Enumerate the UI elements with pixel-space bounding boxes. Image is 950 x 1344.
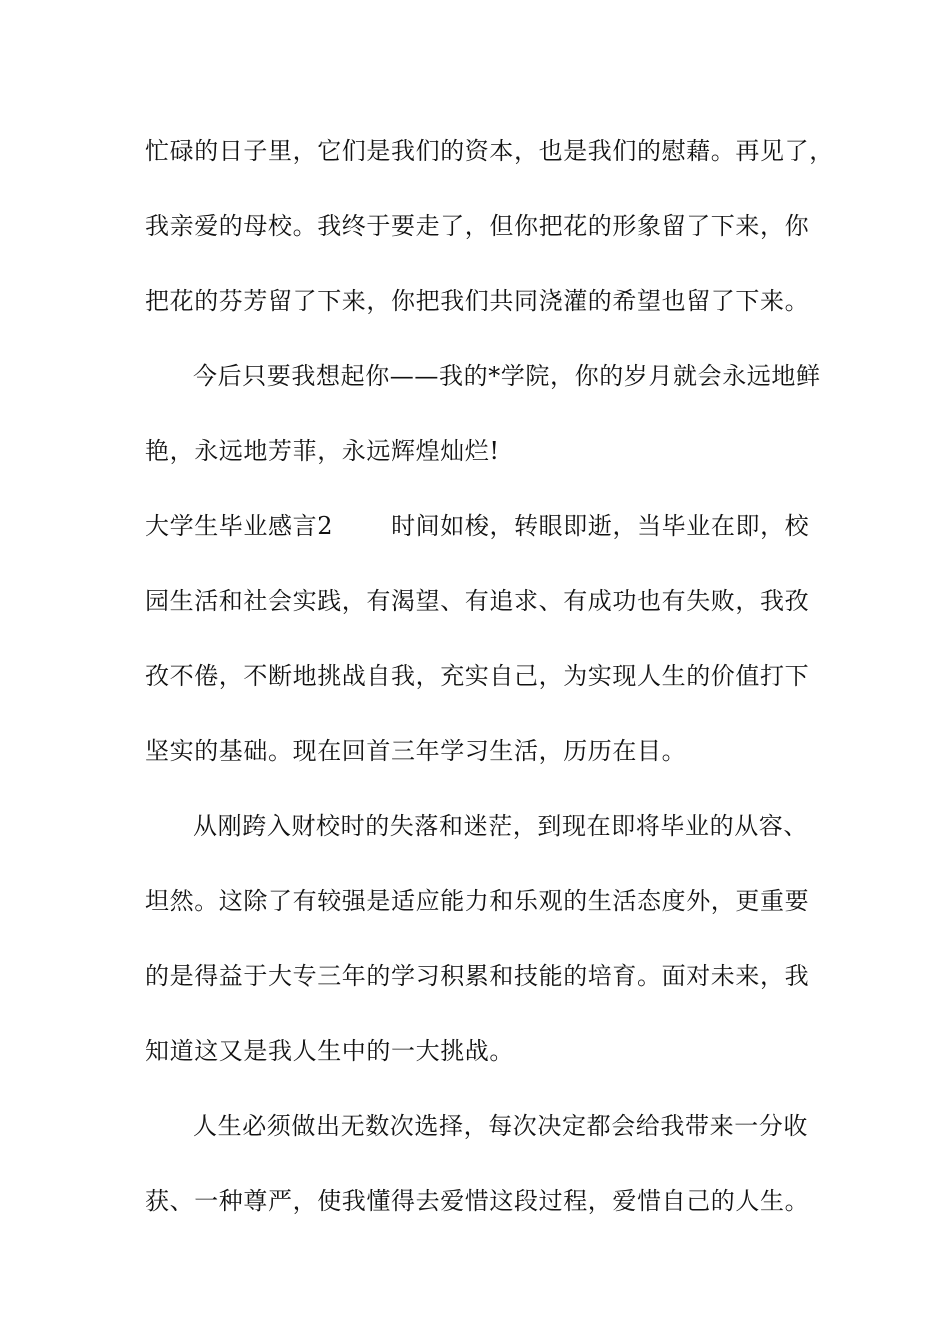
text-line-2: 我亲爱的母校。我终于要走了，但你把花的形象留了下来，你 xyxy=(145,212,810,240)
text-line-13: 知道这又是我人生中的一大挑战。 xyxy=(145,1037,514,1065)
text-line-12: 的是得益于大专三年的学习积累和技能的培育。面对未来，我 xyxy=(145,962,810,990)
text-line-3: 把花的芬芳留了下来，你把我们共同浇灌的希望也留了下来。 xyxy=(145,287,810,315)
text-line-15: 获、一种尊严，使我懂得去爱惜这段过程，爱惜自己的人生。 xyxy=(145,1187,810,1215)
text-line-1: 忙碌的日子里，它们是我们的资本，也是我们的慰藉。再见了， xyxy=(145,137,834,165)
text-line-14: 人生必须做出无数次选择，每次决定都会给我带来一分收 xyxy=(193,1112,808,1140)
section-heading-line xyxy=(145,511,825,541)
text-line-4: 今后只要我想起你——我的*学院，你的岁月就会永远地鲜 xyxy=(193,362,821,390)
text-line-7: 园生活和社会实践，有渴望、有追求、有成功也有失败，我孜 xyxy=(145,587,810,615)
text-line-11: 坦然。这除了有较强是适应能力和乐观的生活态度外，更重要 xyxy=(145,887,810,915)
text-line-10: 从刚跨入财校时的失落和迷茫，到现在即将毕业的从容、 xyxy=(193,812,808,840)
section-heading: 大学生毕业感言2 xyxy=(145,512,334,540)
text-line-5: 艳，永远地芳菲，永远辉煌灿烂! xyxy=(145,437,500,465)
text-line-6: 时间如梭，转眼即逝，当毕业在即，校 xyxy=(391,512,810,540)
text-line-8: 孜不倦，不断地挑战自我，充实自己，为实现人生的价值打下 xyxy=(145,662,810,690)
text-line-9: 坚实的基础。现在回首三年学习生活，历历在目。 xyxy=(145,737,687,765)
